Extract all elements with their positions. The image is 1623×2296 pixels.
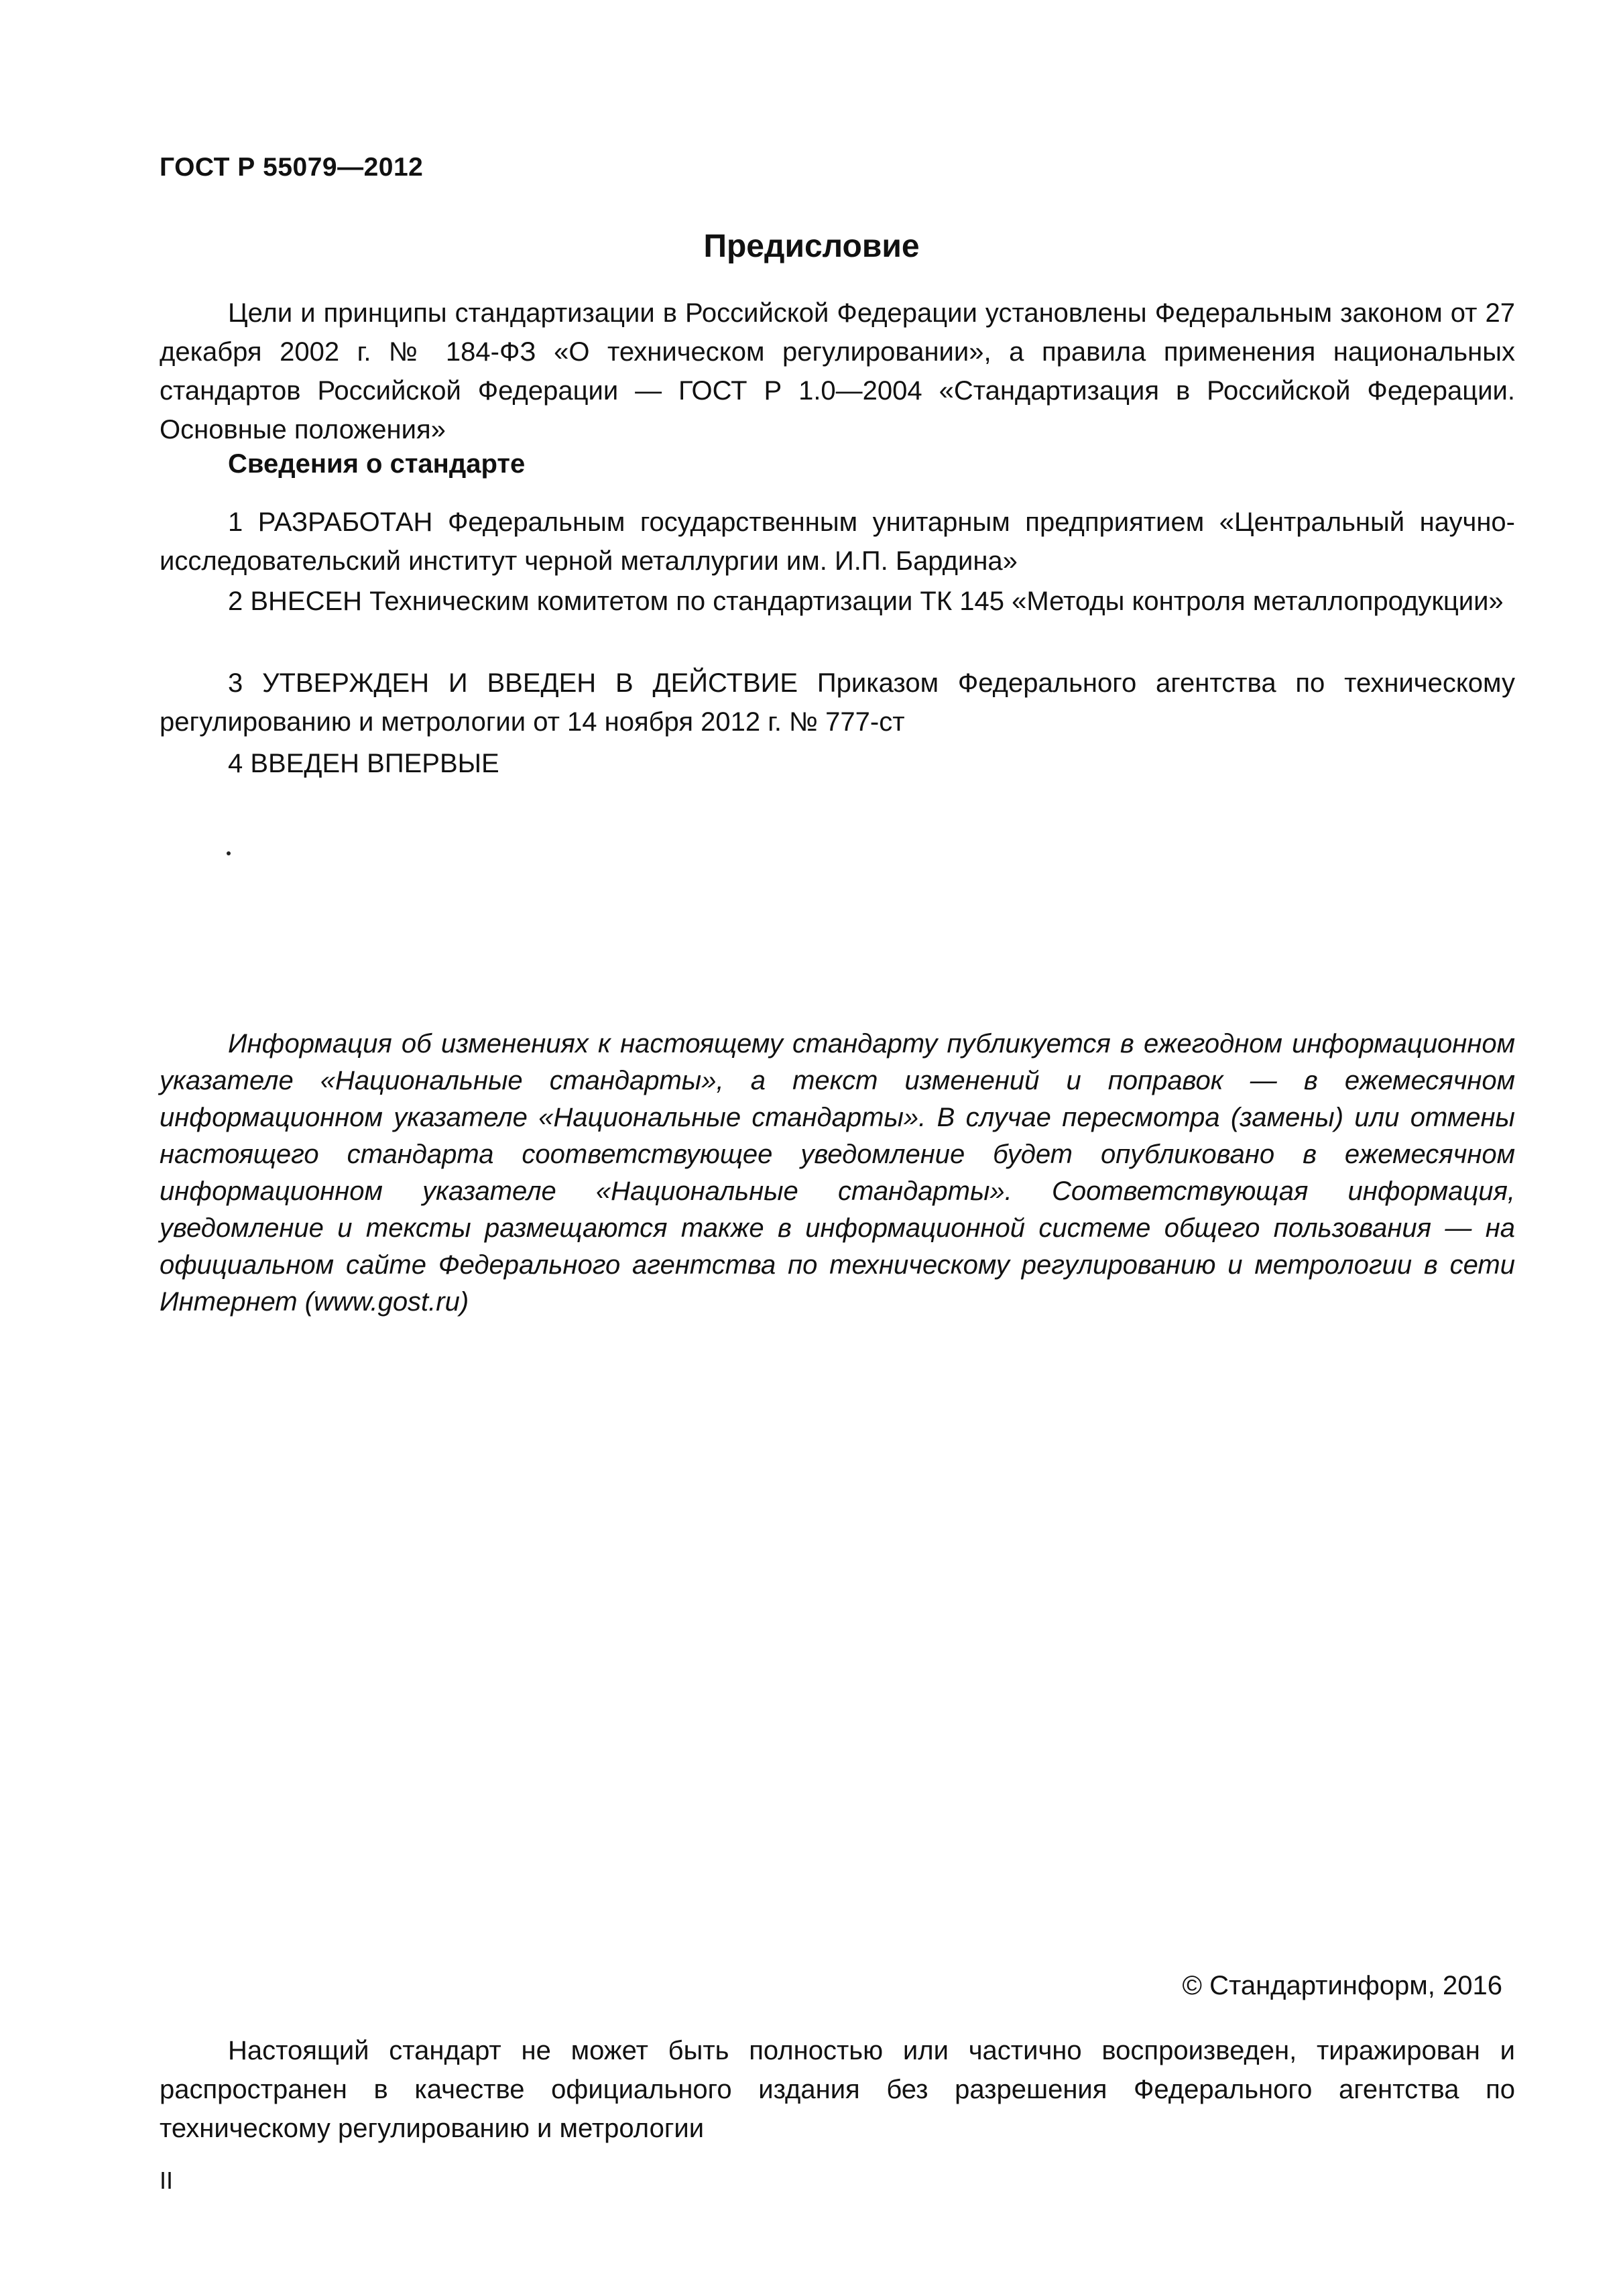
standard-info-item	[160, 503, 1515, 581]
standard-info-item-text: 2 ВНЕСЕН Техническим комитетом по стандартизации ТК 145 «Методы контроля металлопродукции»	[228, 587, 1504, 616]
reproduction-notice-text: Настоящий стандарт не может быть полностью или частично воспроизведен, тиражирован и распространен в качестве официального издания без разрешения Федерального агентства по техническому регулированию и метрологии	[160, 2036, 1515, 2143]
standard-info-item	[160, 582, 1515, 621]
foreword-intro-paragraph	[160, 294, 1515, 449]
standard-info-heading: Сведения о стандарте	[228, 449, 526, 479]
changes-info-text: Информация об изменениях к настоящему стандарту публикуется в ежегодном информационном указателе «Национальные стандарты», а текст изменений и поправок — в ежемесячном информационном указателе «Национальные стандарты». В случае пересмотра (замены) или отмены настоящего стандарта соответствующее уведомление будет опубликовано в ежемесячном информационном указателе «Национальные стандарты». Соответствующая информация, уведомление и тексты размещаются также в информационной системе общего пользования — на официальном сайте Федерального агентства по техническому регулированию и метрологии в сети Интернет (www.gost.ru)	[160, 1029, 1515, 1317]
changes-info-paragraph	[160, 1026, 1515, 1321]
standard-info-item-text: 1 РАЗРАБОТАН Федеральным государственным унитарным предприятием «Центральный научно-исследовательский институт черной металлургии им. И.П. Бардина»	[160, 507, 1515, 576]
standard-info-item	[160, 664, 1515, 741]
reproduction-notice-paragraph	[160, 2031, 1515, 2148]
standard-info-item-text: 3 УТВЕРЖДЕН И ВВЕДЕН В ДЕЙСТВИЕ Приказом Федерального агентства по техническому регулированию и метрологии от 14 ноября 2012 г. № 777-ст	[160, 668, 1515, 737]
standard-info-item: 4 ВВЕДЕН ВПЕРВЫЕ	[228, 749, 499, 778]
document-code-header: ГОСТ Р 55079—2012	[160, 153, 424, 182]
foreword-title: Предисловие	[703, 229, 920, 264]
stray-dot-mark	[227, 851, 231, 855]
foreword-intro-text: Цели и принципы стандартизации в Российской Федерации установлены Федеральным законом от 27 декабря 2002 г. № 184-ФЗ «О техническом регулировании», а правила применения национальных стандартов Российской Федерации — ГОСТ Р 1.0—2004 «Стандартизация в Российской Федерации. Основные положения»	[160, 298, 1515, 444]
page-number: II	[160, 2167, 174, 2194]
copyright-notice: © Стандартинформ, 2016	[1182, 1971, 1502, 2000]
